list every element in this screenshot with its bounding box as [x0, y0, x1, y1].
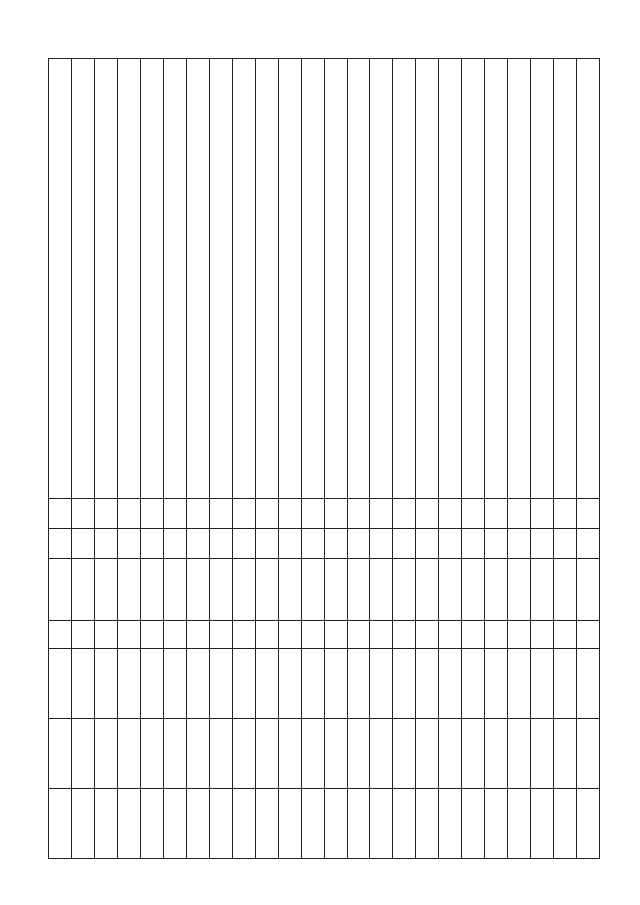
- section-code: [393, 499, 416, 529]
- budget-item-name: [163, 59, 186, 499]
- amount-year-2: [347, 719, 370, 789]
- amount-year-3: [163, 789, 186, 859]
- table-row: [49, 59, 72, 859]
- amount-year-3: [439, 789, 462, 859]
- budget-item-name: [554, 59, 577, 499]
- section-code: [278, 499, 301, 529]
- section-code: [462, 499, 485, 529]
- section-code: [163, 499, 186, 529]
- amount-year-2: [95, 719, 118, 789]
- amount-year-3: [347, 789, 370, 859]
- target-article-code: [140, 559, 163, 621]
- target-article-code: [255, 559, 278, 621]
- expense-type-code: [117, 621, 140, 649]
- amount-year-1: [324, 649, 347, 719]
- expense-type-code: [393, 621, 416, 649]
- expense-type-code: [462, 621, 485, 649]
- amount-year-3: [416, 789, 439, 859]
- table-row: [301, 59, 324, 859]
- expense-type-code: [140, 621, 163, 649]
- table-row: [347, 59, 370, 859]
- table-row: [416, 59, 439, 859]
- target-article-code: [508, 559, 531, 621]
- expense-type-code: [485, 621, 508, 649]
- amount-year-1: [416, 649, 439, 719]
- target-article-code: [370, 559, 393, 621]
- target-article-code: [577, 559, 600, 621]
- amount-year-1: [186, 649, 209, 719]
- section-code: [49, 499, 72, 529]
- section-code: [186, 499, 209, 529]
- expense-type-code: [554, 621, 577, 649]
- expense-type-code: [577, 621, 600, 649]
- subsection-code: [163, 529, 186, 559]
- expense-type-code: [439, 621, 462, 649]
- target-article-code: [117, 559, 140, 621]
- table-row: [255, 59, 278, 859]
- budget-table: [48, 58, 600, 859]
- budget-item-name: [393, 59, 416, 499]
- amount-year-2: [140, 719, 163, 789]
- expense-type-code: [163, 621, 186, 649]
- target-article-code: [324, 559, 347, 621]
- subsection-code: [416, 529, 439, 559]
- subsection-code: [140, 529, 163, 559]
- expense-type-code: [95, 621, 118, 649]
- target-article-code: [347, 559, 370, 621]
- amount-year-3: [209, 789, 232, 859]
- amount-year-3: [531, 789, 554, 859]
- amount-year-1: [577, 649, 600, 719]
- budget-item-name: [531, 59, 554, 499]
- table-row: [117, 59, 140, 859]
- table-row: [95, 59, 118, 859]
- amount-year-3: [554, 789, 577, 859]
- budget-item-name: [577, 59, 600, 499]
- subsection-code: [255, 529, 278, 559]
- amount-year-1: [209, 649, 232, 719]
- amount-year-2: [255, 719, 278, 789]
- subsection-code: [485, 529, 508, 559]
- amount-year-3: [95, 789, 118, 859]
- budget-item-name: [462, 59, 485, 499]
- subsection-code: [117, 529, 140, 559]
- amount-year-1: [140, 649, 163, 719]
- expense-type-code: [278, 621, 301, 649]
- amount-year-2: [117, 719, 140, 789]
- subsection-code: [347, 529, 370, 559]
- target-article-code: [531, 559, 554, 621]
- subsection-code: [278, 529, 301, 559]
- amount-year-2: [554, 719, 577, 789]
- amount-year-2: [370, 719, 393, 789]
- budget-item-name: [508, 59, 531, 499]
- amount-year-2: [163, 719, 186, 789]
- subsection-code: [49, 529, 72, 559]
- budget-item-name: [117, 59, 140, 499]
- amount-year-2: [301, 719, 324, 789]
- subsection-code: [232, 529, 255, 559]
- table-row: [531, 59, 554, 859]
- amount-year-2: [278, 719, 301, 789]
- target-article-code: [232, 559, 255, 621]
- amount-year-1: [232, 649, 255, 719]
- amount-year-2: [72, 719, 95, 789]
- target-article-code: [439, 559, 462, 621]
- target-article-code: [186, 559, 209, 621]
- target-article-code: [209, 559, 232, 621]
- amount-year-3: [324, 789, 347, 859]
- subsection-code: [462, 529, 485, 559]
- budget-sheet: [48, 58, 600, 858]
- budget-item-name: [140, 59, 163, 499]
- table-row: [209, 59, 232, 859]
- amount-year-1: [95, 649, 118, 719]
- amount-year-2: [485, 719, 508, 789]
- amount-year-1: [485, 649, 508, 719]
- table-row: [508, 59, 531, 859]
- section-code: [531, 499, 554, 529]
- expense-type-code: [347, 621, 370, 649]
- subsection-code: [301, 529, 324, 559]
- expense-type-code: [186, 621, 209, 649]
- table-row: [186, 59, 209, 859]
- amount-year-2: [232, 719, 255, 789]
- target-article-code: [301, 559, 324, 621]
- amount-year-3: [117, 789, 140, 859]
- subsection-code: [554, 529, 577, 559]
- amount-year-3: [49, 789, 72, 859]
- table-row: [278, 59, 301, 859]
- expense-type-code: [370, 621, 393, 649]
- budget-item-name: [72, 59, 95, 499]
- table-row: [232, 59, 255, 859]
- subsection-code: [209, 529, 232, 559]
- section-code: [416, 499, 439, 529]
- table-row: [324, 59, 347, 859]
- section-code: [209, 499, 232, 529]
- subsection-code: [95, 529, 118, 559]
- amount-year-3: [232, 789, 255, 859]
- budget-item-name: [255, 59, 278, 499]
- budget-item-name: [416, 59, 439, 499]
- subsection-code: [186, 529, 209, 559]
- amount-year-1: [439, 649, 462, 719]
- amount-year-1: [393, 649, 416, 719]
- amount-year-2: [393, 719, 416, 789]
- amount-year-2: [209, 719, 232, 789]
- amount-year-3: [72, 789, 95, 859]
- amount-year-3: [278, 789, 301, 859]
- target-article-code: [393, 559, 416, 621]
- budget-item-name: [209, 59, 232, 499]
- target-article-code: [163, 559, 186, 621]
- section-code: [439, 499, 462, 529]
- budget-item-name: [232, 59, 255, 499]
- section-code: [255, 499, 278, 529]
- section-code: [117, 499, 140, 529]
- subsection-code: [72, 529, 95, 559]
- budget-item-name: [347, 59, 370, 499]
- table-row: [485, 59, 508, 859]
- subsection-code: [508, 529, 531, 559]
- section-code: [232, 499, 255, 529]
- amount-year-1: [370, 649, 393, 719]
- budget-item-name: [95, 59, 118, 499]
- amount-year-3: [462, 789, 485, 859]
- amount-year-1: [508, 649, 531, 719]
- section-code: [140, 499, 163, 529]
- subsection-code: [324, 529, 347, 559]
- amount-year-2: [416, 719, 439, 789]
- budget-item-name: [439, 59, 462, 499]
- amount-year-2: [577, 719, 600, 789]
- table-row: [577, 59, 600, 859]
- table-row: [163, 59, 186, 859]
- budget-item-name: [301, 59, 324, 499]
- table-row: [554, 59, 577, 859]
- subsection-code: [439, 529, 462, 559]
- expense-type-code: [232, 621, 255, 649]
- amount-year-1: [278, 649, 301, 719]
- amount-year-3: [508, 789, 531, 859]
- subsection-code: [577, 529, 600, 559]
- amount-year-2: [49, 719, 72, 789]
- amount-year-1: [301, 649, 324, 719]
- amount-year-2: [324, 719, 347, 789]
- amount-year-1: [72, 649, 95, 719]
- expense-type-code: [416, 621, 439, 649]
- budget-item-name: [370, 59, 393, 499]
- section-code: [347, 499, 370, 529]
- amount-year-1: [347, 649, 370, 719]
- amount-year-2: [439, 719, 462, 789]
- expense-type-code: [49, 621, 72, 649]
- section-code: [370, 499, 393, 529]
- section-code: [485, 499, 508, 529]
- target-article-code: [485, 559, 508, 621]
- target-article-code: [72, 559, 95, 621]
- expense-type-code: [209, 621, 232, 649]
- target-article-code: [554, 559, 577, 621]
- amount-year-2: [186, 719, 209, 789]
- expense-type-code: [301, 621, 324, 649]
- budget-item-name: [186, 59, 209, 499]
- subsection-code: [393, 529, 416, 559]
- budget-table-body: [49, 59, 600, 859]
- budget-item-name: [485, 59, 508, 499]
- table-row: [439, 59, 462, 859]
- subsection-code: [370, 529, 393, 559]
- section-code: [72, 499, 95, 529]
- budget-item-name: [278, 59, 301, 499]
- amount-year-2: [508, 719, 531, 789]
- section-code: [577, 499, 600, 529]
- amount-year-3: [255, 789, 278, 859]
- target-article-code: [49, 559, 72, 621]
- table-row: [140, 59, 163, 859]
- table-row: [393, 59, 416, 859]
- table-row: [72, 59, 95, 859]
- expense-type-code: [255, 621, 278, 649]
- section-code: [301, 499, 324, 529]
- amount-year-3: [186, 789, 209, 859]
- target-article-code: [95, 559, 118, 621]
- budget-item-name: [49, 59, 72, 499]
- amount-year-1: [117, 649, 140, 719]
- amount-year-3: [370, 789, 393, 859]
- expense-type-code: [508, 621, 531, 649]
- subsection-code: [531, 529, 554, 559]
- table-row: [370, 59, 393, 859]
- section-code: [508, 499, 531, 529]
- amount-year-3: [393, 789, 416, 859]
- amount-year-1: [554, 649, 577, 719]
- expense-type-code: [72, 621, 95, 649]
- expense-type-code: [531, 621, 554, 649]
- amount-year-2: [531, 719, 554, 789]
- budget-item-name: [324, 59, 347, 499]
- section-code: [95, 499, 118, 529]
- expense-type-code: [324, 621, 347, 649]
- amount-year-3: [577, 789, 600, 859]
- table-row: [462, 59, 485, 859]
- amount-year-3: [140, 789, 163, 859]
- amount-year-2: [462, 719, 485, 789]
- amount-year-3: [485, 789, 508, 859]
- amount-year-1: [49, 649, 72, 719]
- amount-year-1: [163, 649, 186, 719]
- amount-year-1: [255, 649, 278, 719]
- target-article-code: [462, 559, 485, 621]
- section-code: [324, 499, 347, 529]
- amount-year-1: [531, 649, 554, 719]
- amount-year-3: [301, 789, 324, 859]
- target-article-code: [416, 559, 439, 621]
- target-article-code: [278, 559, 301, 621]
- amount-year-1: [462, 649, 485, 719]
- section-code: [554, 499, 577, 529]
